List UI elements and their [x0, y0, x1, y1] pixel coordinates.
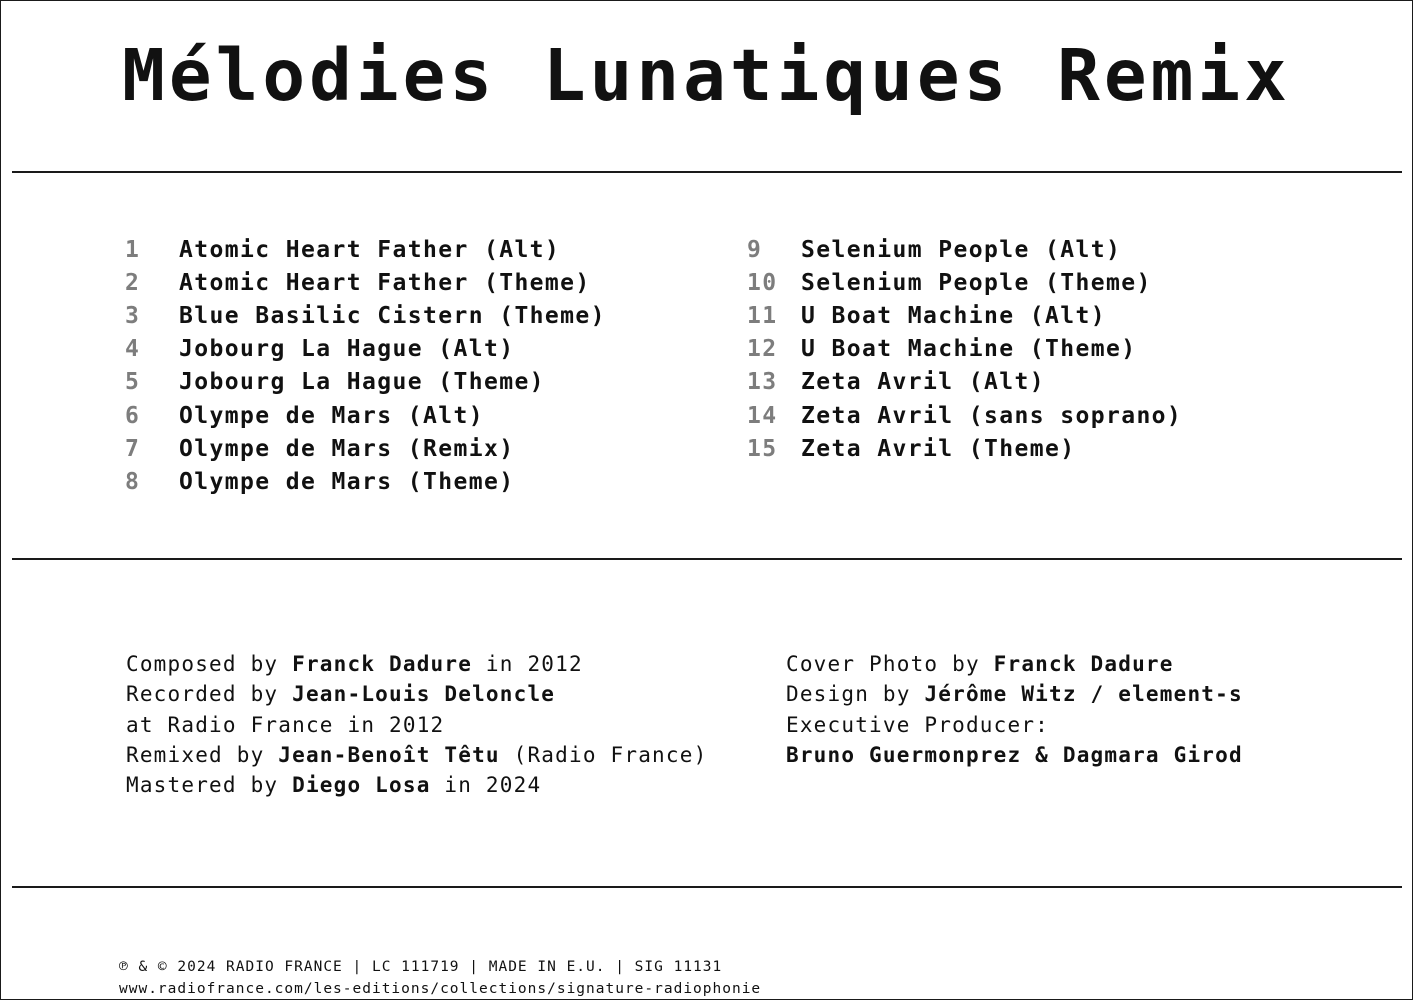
- credit-line: [126, 770, 707, 800]
- website-url: www.radiofrance.com/les-editions/collections/signature-radiophonie: [119, 981, 762, 997]
- track-item: [747, 333, 1182, 366]
- credit-line: [786, 740, 1243, 770]
- track-item: [125, 299, 606, 332]
- credit-text: Recorded by: [126, 682, 293, 707]
- track-number: 6: [125, 402, 141, 429]
- credit-name: Jérôme Witz / element-s: [924, 682, 1243, 707]
- track-item: [125, 432, 606, 465]
- credit-line: [126, 679, 707, 709]
- tracklist-right: [747, 233, 1182, 465]
- credit-text: Remixed by: [126, 742, 279, 767]
- track-item: [125, 366, 606, 399]
- divider-top: [12, 171, 1402, 173]
- track-number: 14: [747, 402, 778, 429]
- track-number: 11: [747, 302, 778, 329]
- credit-text: Mastered by: [126, 773, 293, 798]
- track-number: 1: [125, 236, 141, 263]
- credit-name: Franck Dadure: [292, 652, 473, 676]
- track-number: 15: [747, 435, 778, 462]
- copyright-line: ℗ & © 2024 RADIO FRANCE | LC 111719 | MADE IN E.U. | SIG 11131: [119, 959, 723, 975]
- track-title: Zeta Avril (sans soprano): [801, 402, 1183, 429]
- track-title: Jobourg La Hague (Alt): [179, 336, 515, 363]
- track-number: 8: [125, 468, 141, 495]
- track-number: 12: [747, 336, 778, 363]
- credit-name: Diego Losa: [292, 773, 431, 798]
- credit-name: Jean-Benoît Têtu: [278, 742, 500, 767]
- credit-text: Executive Producer:: [786, 712, 1050, 737]
- track-title: U Boat Machine (Alt): [801, 302, 1106, 329]
- track-number: 2: [125, 269, 141, 296]
- track-title: Olympe de Mars (Alt): [179, 402, 484, 429]
- track-item: [747, 366, 1182, 399]
- track-item: [747, 299, 1182, 332]
- track-number: 13: [747, 369, 778, 396]
- track-number: 9: [747, 236, 763, 263]
- track-title: Atomic Heart Father (Alt): [179, 236, 561, 263]
- track-title: Atomic Heart Father (Theme): [179, 269, 591, 296]
- track-item: [125, 399, 606, 432]
- credit-text: at Radio France in 2012: [126, 712, 445, 737]
- footer: [119, 956, 761, 1000]
- album-title: Mélodies Lunatiques Remix: [122, 34, 1291, 117]
- tracklist-left: [125, 233, 606, 499]
- track-number: 7: [125, 435, 141, 462]
- track-title: Zeta Avril (Theme): [801, 435, 1076, 462]
- credit-line: [126, 649, 707, 679]
- credits-right: [786, 649, 1243, 770]
- credit-text: Cover Photo by: [786, 652, 994, 676]
- credit-line: [786, 649, 1243, 679]
- track-title: Olympe de Mars (Remix): [179, 435, 515, 462]
- track-number: 4: [125, 336, 141, 363]
- track-number: 5: [125, 369, 141, 396]
- track-title: Jobourg La Hague (Theme): [179, 369, 545, 396]
- track-title: Selenium People (Alt): [801, 236, 1122, 263]
- credit-name: Franck Dadure: [993, 652, 1174, 676]
- credits-left: [126, 649, 707, 800]
- track-item: [747, 432, 1182, 465]
- track-item: [747, 266, 1182, 299]
- track-item: [125, 333, 606, 366]
- credit-line: [126, 710, 707, 740]
- track-item: [125, 266, 606, 299]
- divider-bottom: [12, 886, 1402, 888]
- track-title: Olympe de Mars (Theme): [179, 468, 515, 495]
- track-item: [747, 233, 1182, 266]
- divider-middle: [12, 558, 1402, 560]
- track-number: 10: [747, 269, 778, 296]
- credit-text: Composed by: [126, 652, 293, 676]
- credit-line: [786, 710, 1243, 740]
- credit-line: [126, 740, 707, 770]
- track-item: [125, 233, 606, 266]
- credit-line: [786, 679, 1243, 709]
- track-item: [125, 465, 606, 498]
- track-number: 3: [125, 302, 141, 329]
- track-item: [747, 399, 1182, 432]
- credit-text: in 2024: [430, 773, 542, 798]
- credit-name: Jean-Louis Deloncle: [292, 682, 556, 707]
- credit-text: (Radio France): [499, 742, 708, 767]
- track-title: Blue Basilic Cistern (Theme): [179, 302, 606, 329]
- credit-text: in 2012: [472, 652, 583, 676]
- track-title: Zeta Avril (Alt): [801, 369, 1045, 396]
- credit-name: Bruno Guermonprez & Dagmara Girod: [786, 742, 1243, 767]
- track-title: U Boat Machine (Theme): [801, 336, 1137, 363]
- credit-text: Design by: [786, 682, 925, 707]
- track-title: Selenium People (Theme): [801, 269, 1152, 296]
